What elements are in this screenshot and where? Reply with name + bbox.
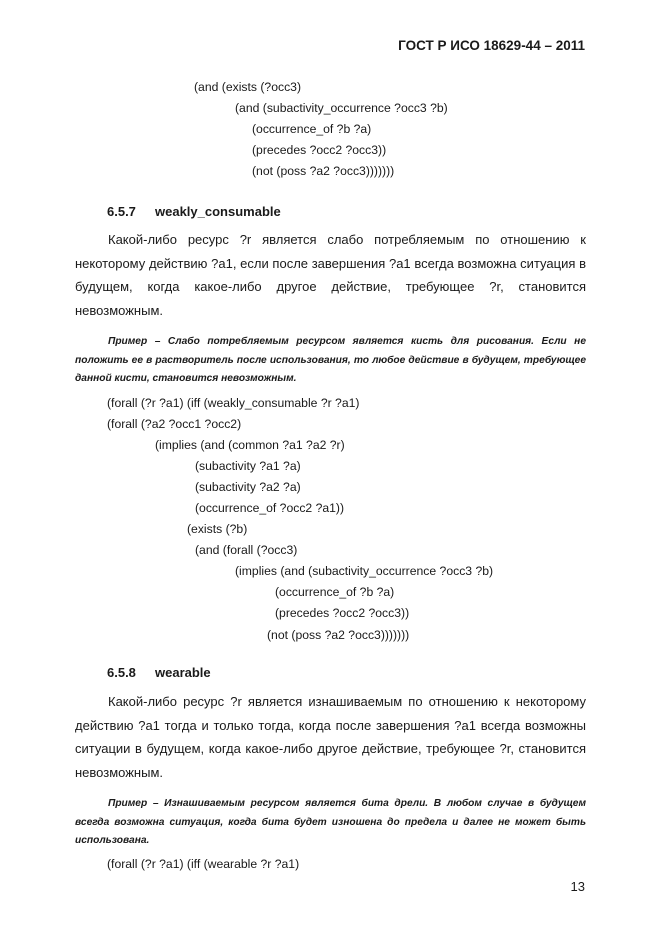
document-header: ГОСТ Р ИСО 18629-44 – 2011 — [398, 38, 585, 53]
example-note-658: Пример – Изнашиваемым ресурсом является бита дрели. В любом случае в будущем всегда возможна ситуация, когда бита будет изношена до предела и далее не может быть использована. — [75, 798, 586, 846]
code-line: (forall (?r ?a1) (iff (wearable ?r ?a1) — [107, 857, 300, 871]
code-line: (implies (and (common ?a1 ?a2 ?r) — [155, 438, 345, 452]
code-line: (and (exists (?occ3) — [194, 80, 302, 94]
code-line: (exists (?b) — [187, 522, 248, 536]
section-title: wearable — [155, 665, 211, 680]
code-line: (subactivity ?a1 ?a) — [195, 459, 301, 473]
section-paragraph-657: Какой-либо ресурс ?r является слабо потребляемым по отношению к некоторому действию ?a1, если после завершения ?a1 всегда возможна ситуация в будущем, когда какое-либо другое действие, требующее ?r, становится невозможным. — [75, 232, 586, 318]
code-line: (forall (?r ?a1) (iff (weakly_consumable ?r ?a1) — [107, 396, 360, 410]
code-line: (and (subactivity_occurrence ?occ3 ?b) — [235, 101, 448, 115]
code-line: (forall (?a2 ?occ1 ?occ2) — [107, 417, 242, 431]
code-line: (occurrence_of ?b ?a) — [275, 585, 395, 599]
example-note-657: Пример – Слабо потребляемым ресурсом является кисть для рисования. Если не положить ее в растворитель после использования, то любое действие в будущем, требующее данной кисти, становится невозможным. — [75, 336, 586, 384]
code-line: (precedes ?occ2 ?occ3)) — [252, 143, 387, 157]
code-line: (not (poss ?a2 ?occ3))))))) — [267, 628, 410, 642]
code-line: (occurrence_of ?occ2 ?a1)) — [195, 501, 345, 515]
page-number: 13 — [570, 879, 585, 894]
section-heading-657 — [107, 204, 281, 220]
section-title: weakly_consumable — [155, 204, 281, 219]
code-line: (subactivity ?a2 ?a) — [195, 480, 301, 494]
section-number: 6.5.7 — [107, 204, 136, 219]
code-line: (precedes ?occ2 ?occ3)) — [275, 606, 410, 620]
code-line: (implies (and (subactivity_occurrence ?occ3 ?b) — [235, 564, 494, 578]
code-line: (not (poss ?a2 ?occ3))))))) — [252, 164, 395, 178]
section-number: 6.5.8 — [107, 665, 136, 680]
section-paragraph-658: Какой-либо ресурс ?r является изнашиваемым по отношению к некоторому действию ?a1 тогда и только тогда, когда после завершения ?a1 всегда возможны ситуации в будущем, когда какое-либо другое действие, требующее ?r, становится невозможным. — [75, 694, 586, 780]
code-line: (and (forall (?occ3) — [195, 543, 298, 557]
section-heading-658 — [107, 665, 211, 681]
code-line: (occurrence_of ?b ?a) — [252, 122, 372, 136]
